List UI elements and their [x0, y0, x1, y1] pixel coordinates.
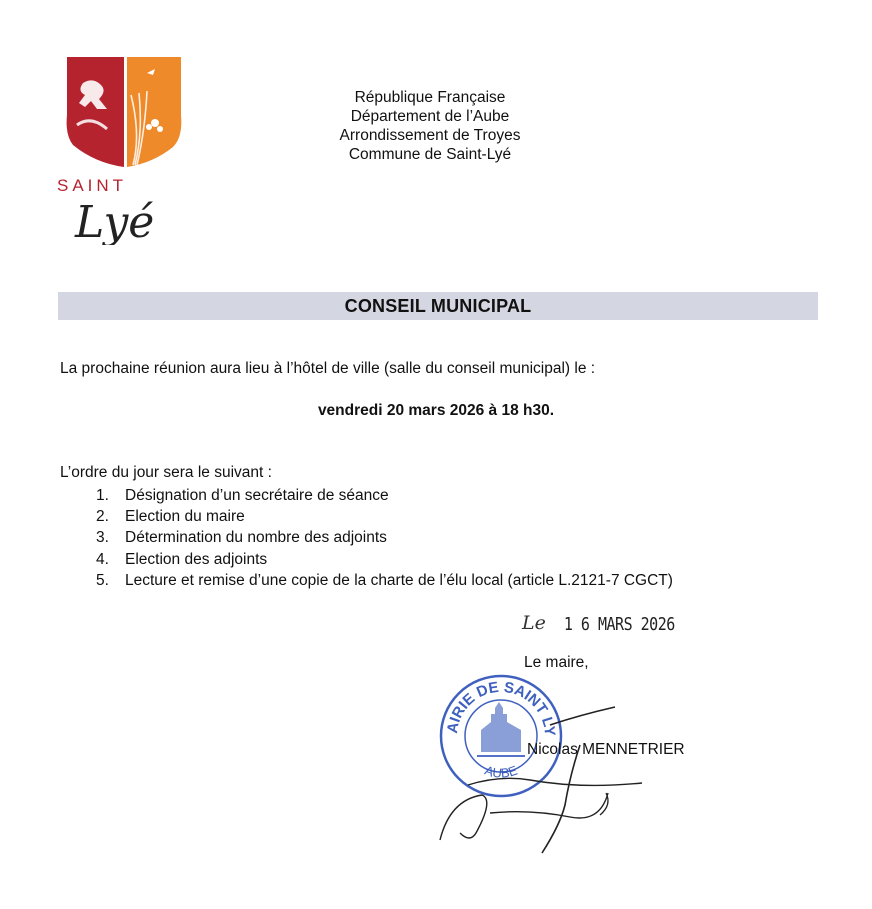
commune-logo — [55, 55, 195, 245]
agenda-item-text: Lecture et remise d’une copie de la charte de l’élu local (article L.2121-7 CGCT) — [125, 571, 673, 589]
mayor-title: Le maire, — [524, 654, 589, 671]
agenda-list — [96, 485, 673, 591]
agenda-item — [96, 549, 673, 570]
agenda-item — [96, 527, 673, 548]
agenda-item-text: Election des adjoints — [125, 550, 268, 568]
logo-word-top: SAINT — [57, 176, 128, 195]
agenda-item-number: 5. — [96, 571, 109, 589]
logo-word-bottom: Lyé — [75, 197, 155, 245]
header-line-department: Département de l’Aube — [350, 108, 510, 125]
agenda-item-text: Détermination du nombre des adjoints — [125, 529, 387, 547]
mayor-name: Nicolas MENNETRIER — [527, 741, 685, 758]
seal-icon — [437, 672, 565, 800]
agenda-item-text: Election du maire — [125, 508, 245, 526]
header-line-arrondissement: Arrondissement de Troyes — [339, 127, 521, 144]
meeting-date: vendredi 20 mars 2026 à 18 h30. — [317, 402, 555, 419]
header-line-republic: République Française — [354, 89, 506, 106]
svg-text:AUBE: AUBE — [482, 762, 520, 781]
agenda-intro: L’ordre du jour sera le suivant : — [60, 464, 272, 481]
agenda-item-number: 1. — [96, 487, 109, 504]
agenda-item-text: Désignation d’un secrétaire de séance — [125, 487, 389, 504]
header-block — [280, 88, 580, 164]
agenda-item-number: 4. — [96, 550, 109, 568]
mairie-seal — [437, 672, 565, 800]
agenda-item-number: 3. — [96, 529, 109, 547]
agenda-item-number: 2. — [96, 508, 109, 526]
agenda-item — [96, 570, 673, 591]
shield-icon — [55, 55, 195, 245]
stamp-date: 1 6 MARS 2026 — [563, 613, 675, 635]
agenda-item — [96, 485, 673, 506]
date-stamp — [522, 612, 675, 634]
header-line-commune: Commune de Saint-Lyé — [348, 146, 512, 163]
agenda-item — [96, 506, 673, 527]
title-banner: CONSEIL MUNICIPAL — [58, 292, 818, 320]
svg-text:MAIRIE DE SAINT LYE: AIRIE DE SAINT LY — [443, 678, 559, 737]
handwritten-le: Le — [522, 612, 546, 634]
intro-text: La prochaine réunion aura lieu à l’hôtel de ville (salle du conseil municipal) le : — [60, 360, 596, 377]
